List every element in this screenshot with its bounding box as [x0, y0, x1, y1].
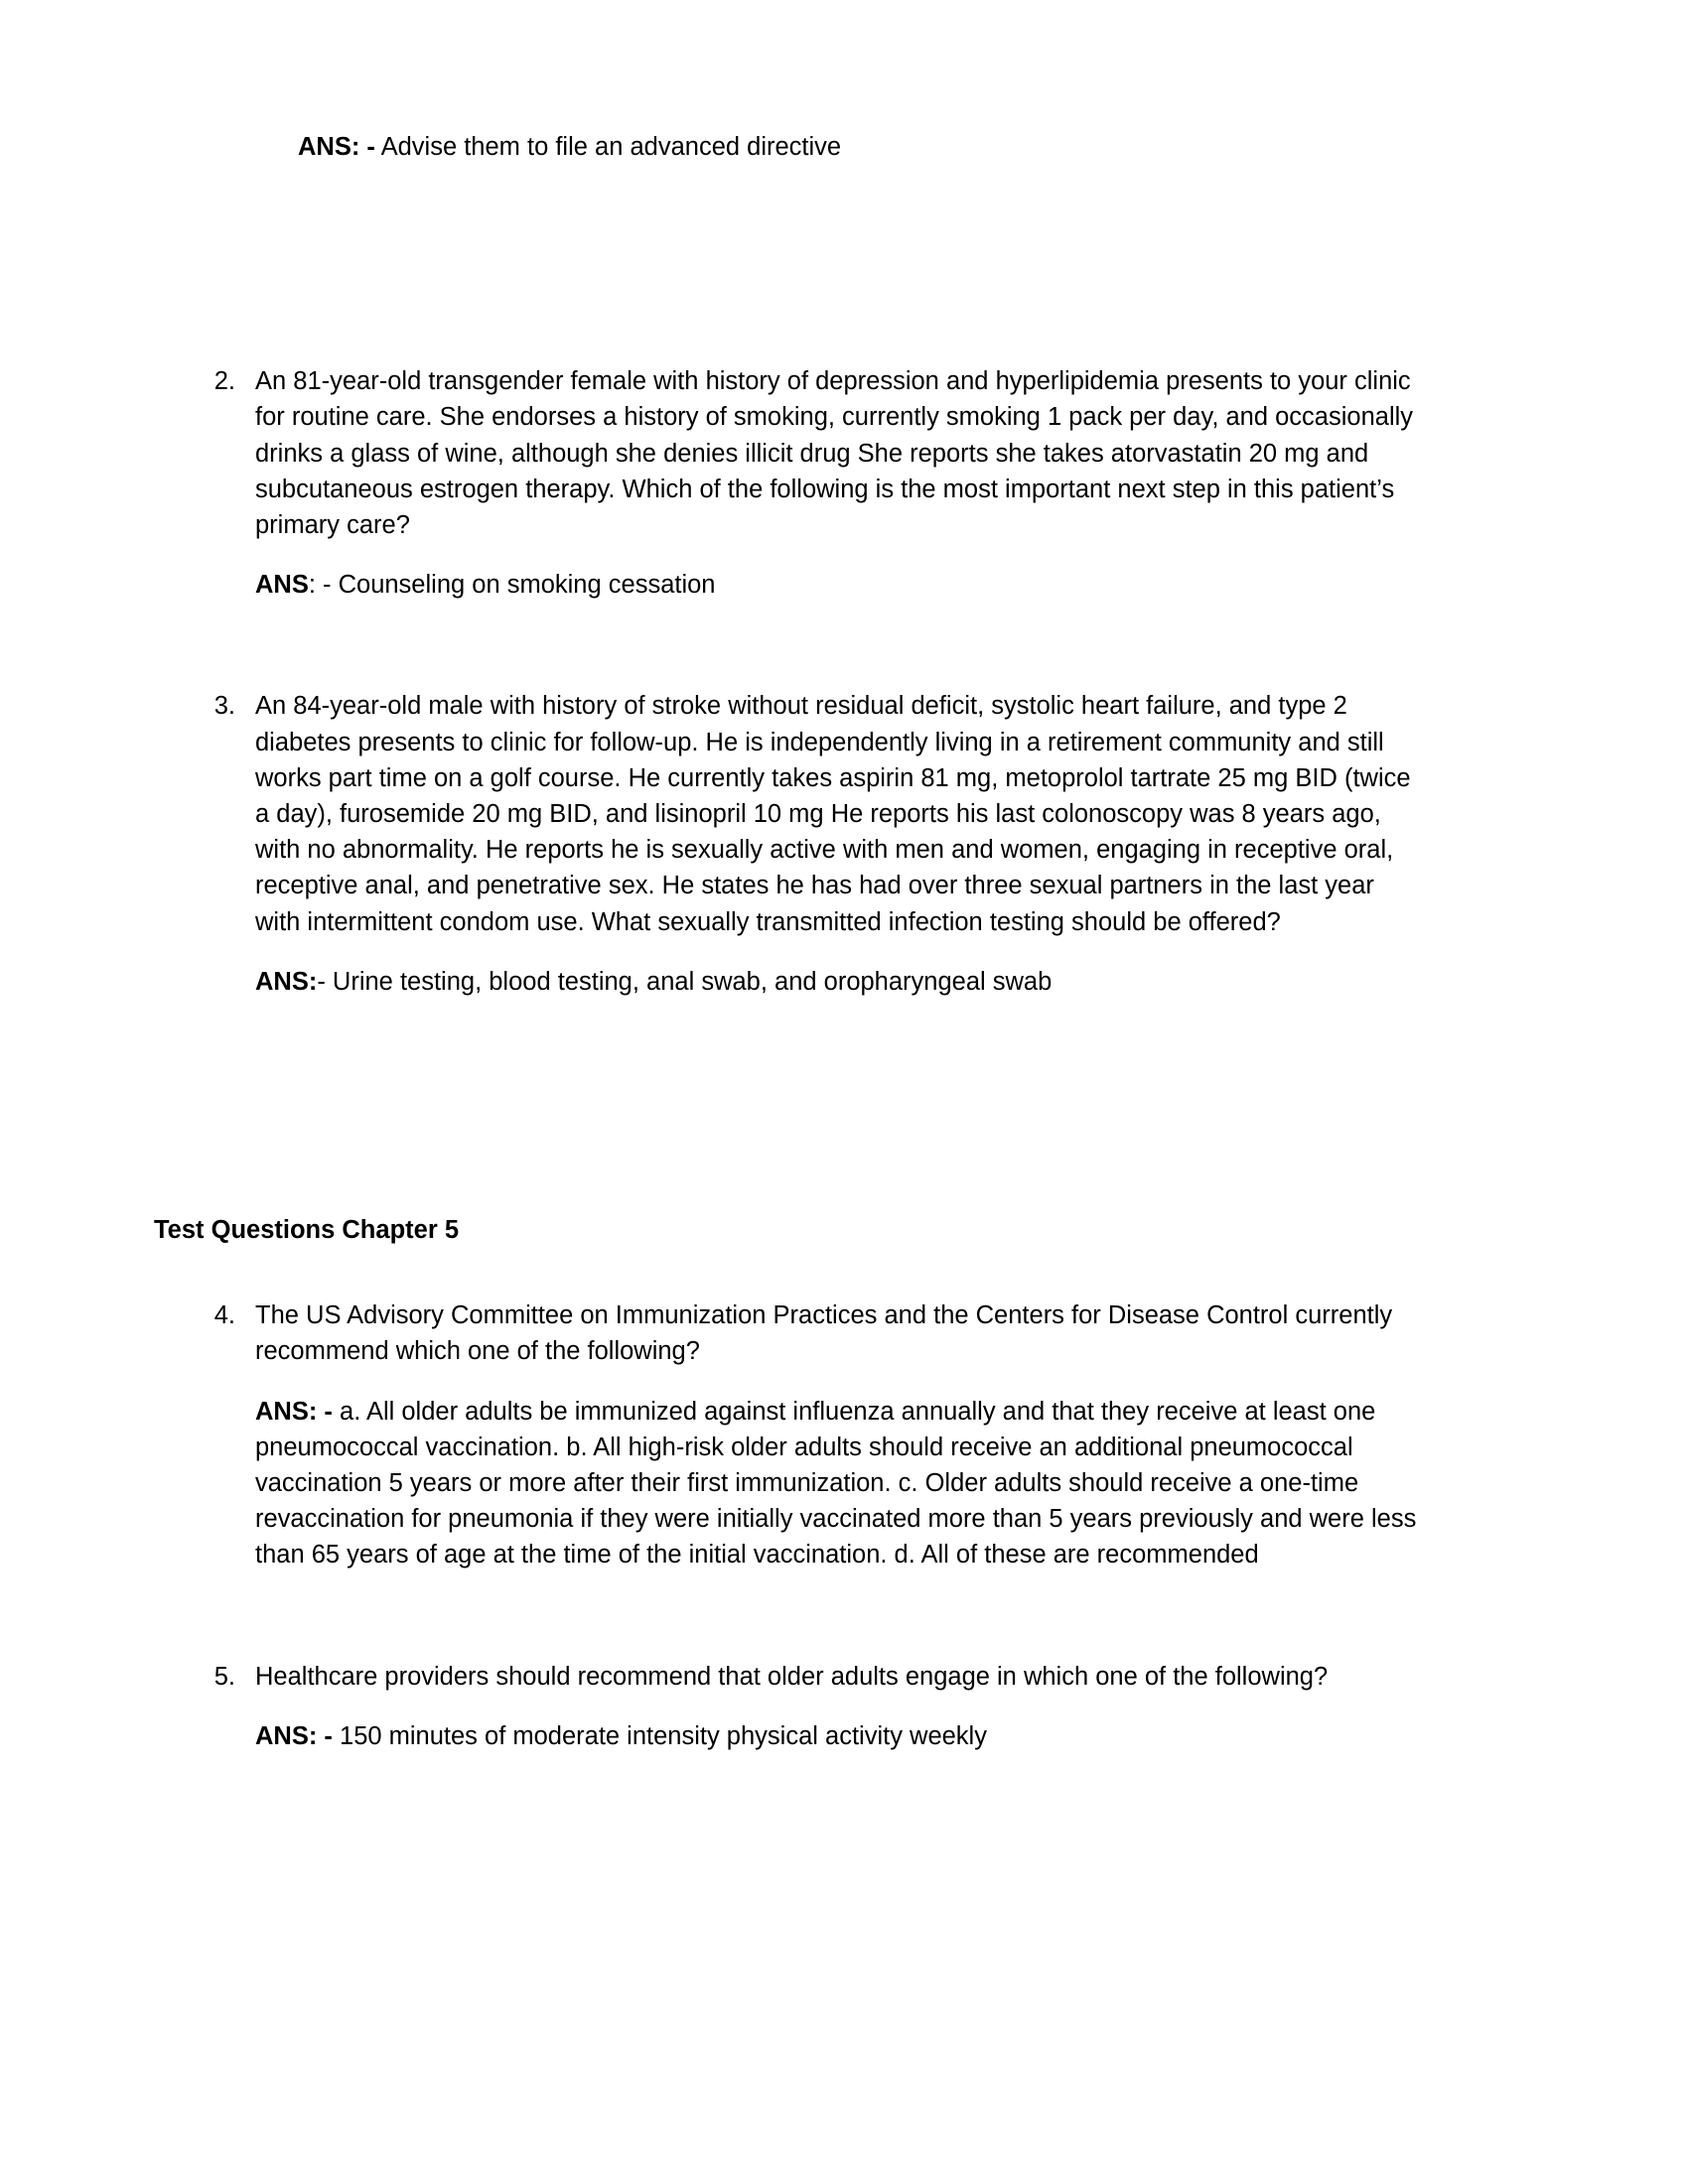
spacer	[204, 1573, 1479, 1659]
question-item-3	[204, 688, 1479, 1000]
question-body-5	[255, 1659, 1422, 1754]
question-number-3: 3.	[213, 692, 235, 721]
answer-text-4: a. All older adults be immunized against influenza annually and that they receive at least one pneumococcal vaccination. b. All high-risk older adults should receive an additional pneumococcal vaccination 5 years or more after their first immunization. c. Older adults should receive a one-time revaccination for pneumonia if they were initially vaccinated more than 5 years previously and were less than 65 years of age at the time of the initial vaccination. d. All of these are recommended	[255, 1397, 1417, 1570]
spacer	[204, 1127, 1479, 1212]
answer-text: Advise them to file an advanced directive	[374, 133, 842, 161]
answer-text-2: Counseling on smoking cessation	[331, 571, 716, 600]
question-body-2	[255, 363, 1422, 603]
spacer	[204, 165, 1479, 363]
question-item-2	[204, 363, 1479, 603]
section-heading: Test Questions Chapter 5	[154, 1216, 460, 1245]
answer-text-3: - Urine testing, blood testing, anal swab, and oropharyngeal swab	[317, 967, 1053, 996]
answer-label-5: ANS:	[255, 1721, 318, 1750]
answer-label-3: ANS:	[255, 967, 318, 996]
question-body-3	[255, 688, 1422, 1000]
question-number-5: 5.	[213, 1662, 235, 1691]
answer-separator-4: -	[317, 1397, 333, 1426]
question-item-4	[204, 1297, 1479, 1572]
spacer	[204, 1000, 1479, 1127]
question-text-4: The US Advisory Committee on Immunization Practices and the Centers for Disease Control currently recommend which one of the following?	[255, 1301, 1393, 1366]
answer-separator-2: : -	[308, 571, 332, 600]
question-text-3: An 84-year-old male with history of stroke without residual deficit, systolic heart failure, and type 2 diabetes presents to clinic for follow-up. He is independently living in a retirement community and still works part time on a golf course. He currently takes aspirin 81 mg, metoprolol tartrate 25 mg BID (twice a day), furosemide 20 mg BID, and lisinopril 10 mg He reports his last colonoscopy was 8 years ago, with no abnormality. He reports he is sexually active with men and women, engaging in receptive oral, receptive anal, and penetrative sex. He states he has had over three sexual partners in the last year with intermittent condom use. What sexually transmitted infection testing should be offered?	[255, 692, 1411, 936]
question-text-5: Healthcare providers should recommend that older adults engage in which one of the following?	[255, 1662, 1329, 1691]
answer-text-5: 150 minutes of moderate intensity physical activity weekly	[332, 1721, 987, 1750]
answer-label-2: ANS	[255, 571, 309, 600]
question-number-2: 2.	[213, 367, 235, 396]
answer-label-4: ANS:	[255, 1397, 318, 1426]
question-item-5	[204, 1659, 1479, 1754]
answer-separator-5: -	[317, 1721, 333, 1750]
question-body-4	[255, 1297, 1422, 1572]
answer-line-2	[255, 567, 1422, 603]
answer-label: ANS: -	[298, 133, 375, 161]
answer-line-5	[255, 1718, 1422, 1754]
answer-line-4	[255, 1394, 1422, 1573]
spacer	[204, 1248, 1479, 1297]
spacer	[204, 603, 1479, 688]
question-number-4: 4.	[213, 1301, 235, 1330]
document-body	[154, 129, 1479, 1754]
answer-line-3	[255, 964, 1422, 1000]
question-text-2: An 81-year-old transgender female with history of depression and hyperlipidemia presents to your clinic for routine care. She endorses a history of smoking, currently smoking 1 pack per day, and occasionally drinks a glass of wine, although she denies illicit drug She reports she takes atorvastatin 20 mg and subcutaneous estrogen therapy. Which of the following is the most important next step in this patient’s primary care?	[255, 367, 1414, 540]
answer-line-top	[298, 129, 1479, 165]
